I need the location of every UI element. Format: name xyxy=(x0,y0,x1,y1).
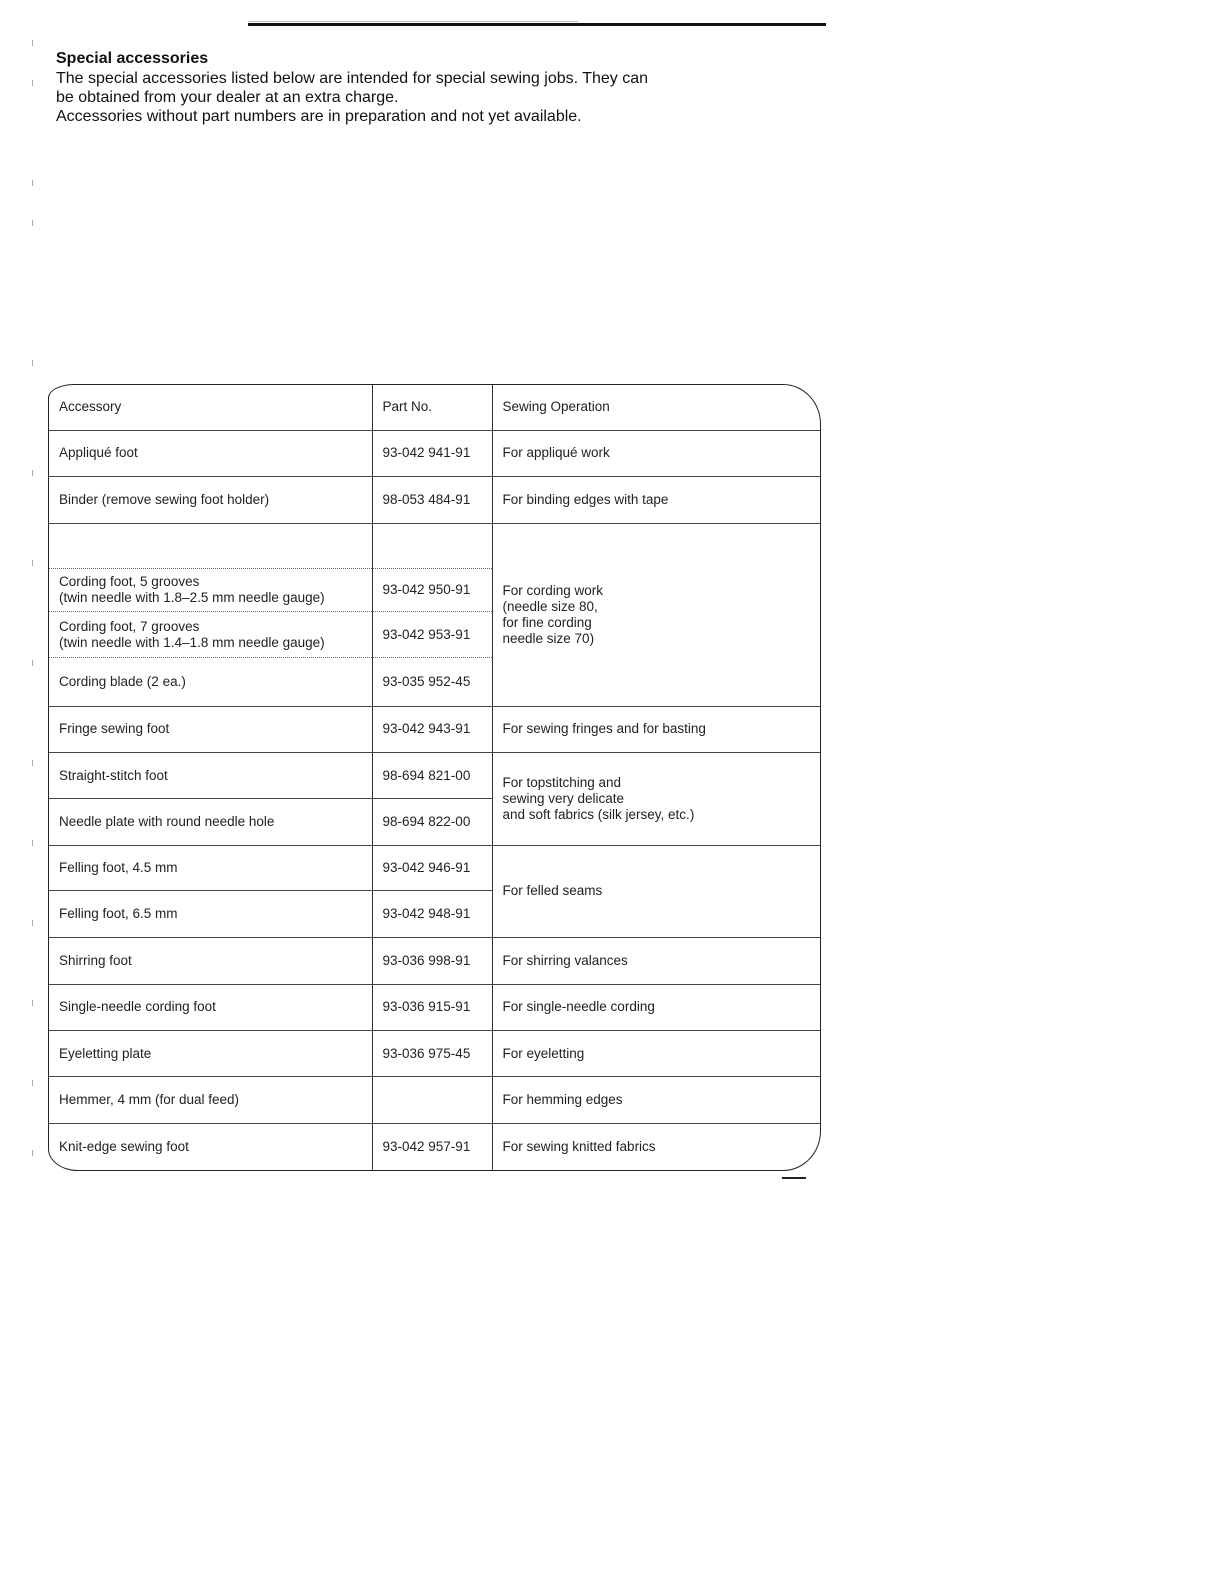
cell-operation: For single-needle cording xyxy=(492,984,820,1031)
cell-part-no: 93-036 998-91 xyxy=(372,937,492,984)
cell-accessory xyxy=(49,524,372,569)
cell-part-no xyxy=(372,524,492,569)
cell-part-no: 98-053 484-91 xyxy=(372,477,492,524)
section-heading: Special accessories xyxy=(56,50,209,67)
table-row xyxy=(49,984,820,1031)
intro-line-2: be obtained from your dealer at an extra charge. xyxy=(56,89,399,106)
table-row xyxy=(49,1123,820,1170)
table-row xyxy=(49,477,820,524)
table-row xyxy=(49,430,820,477)
accessories-table-frame xyxy=(48,384,821,1171)
cell-accessory: Shirring foot xyxy=(49,937,372,984)
page-number-mark xyxy=(782,1177,806,1179)
top-rule xyxy=(248,23,826,26)
cell-part-no: 93-042 948-91 xyxy=(372,891,492,938)
cell-accessory: Cording blade (2 ea.) xyxy=(49,657,372,706)
cell-part-no: 93-042 941-91 xyxy=(372,430,492,477)
header-accessory: Accessory xyxy=(49,385,372,430)
cell-accessory: Eyeletting plate xyxy=(49,1031,372,1077)
top-rule-faint xyxy=(248,21,578,22)
cell-part-no: 93-035 952-45 xyxy=(372,657,492,706)
cell-part-no: 93-036 915-91 xyxy=(372,984,492,1031)
cell-part-no: 93-042 950-91 xyxy=(372,568,492,612)
table-header-row xyxy=(49,385,820,430)
cell-part-no: 93-042 943-91 xyxy=(372,706,492,753)
cell-accessory: Fringe sewing foot xyxy=(49,706,372,753)
accessories-table xyxy=(49,385,820,1170)
margin-ticks xyxy=(20,40,50,1180)
header-part-no: Part No. xyxy=(372,385,492,430)
cell-part-no: 93-042 957-91 xyxy=(372,1123,492,1170)
cell-operation: For cording work (needle size 80, for fine cording needle size 70) xyxy=(492,524,820,707)
cell-part-no: 93-042 953-91 xyxy=(372,612,492,658)
table-row xyxy=(49,524,820,569)
cell-accessory: Straight-stitch foot xyxy=(49,753,372,799)
cell-operation: For shirring valances xyxy=(492,937,820,984)
cell-operation: For sewing fringes and for basting xyxy=(492,706,820,753)
table-row xyxy=(49,845,820,891)
cell-accessory: Appliqué foot xyxy=(49,430,372,477)
cell-accessory: Single-needle cording foot xyxy=(49,984,372,1031)
table-row xyxy=(49,937,820,984)
table-row xyxy=(49,1031,820,1077)
cell-accessory: Cording foot, 5 grooves (twin needle with 1.8–2.5 mm needle gauge) xyxy=(49,568,372,612)
cell-part-no: 93-036 975-45 xyxy=(372,1031,492,1077)
cell-operation: For sewing knitted fabrics xyxy=(502,1138,656,1154)
cell-accessory: Knit-edge sewing foot xyxy=(59,1138,189,1154)
cell-operation: For topstitching and sewing very delicate and soft fabrics (silk jersey, etc.) xyxy=(492,753,820,845)
cell-part-no: 98-694 821-00 xyxy=(372,753,492,799)
header-operation: Sewing Operation xyxy=(492,385,820,430)
table-row xyxy=(49,753,820,799)
cell-accessory: Cording foot, 7 grooves (twin needle with 1.4–1.8 mm needle gauge) xyxy=(49,612,372,658)
cell-operation: For hemming edges xyxy=(492,1076,820,1123)
cell-operation: For appliqué work xyxy=(492,430,820,477)
cell-part-no: 98-694 822-00 xyxy=(372,798,492,845)
cell-part-no: 93-042 946-91 xyxy=(372,845,492,891)
intro-line-3: Accessories without part numbers are in preparation and not yet available. xyxy=(56,108,582,125)
cell-operation: For binding edges with tape xyxy=(492,477,820,524)
cell-accessory: Felling foot, 4.5 mm xyxy=(49,845,372,891)
cell-operation: For eyeletting xyxy=(492,1031,820,1077)
cell-accessory: Binder (remove sewing foot holder) xyxy=(49,477,372,524)
cell-operation: For felled seams xyxy=(492,845,820,937)
cell-part-no xyxy=(372,1076,492,1123)
cell-accessory: Felling foot, 6.5 mm xyxy=(49,891,372,938)
intro-line-1: The special accessories listed below are intended for special sewing jobs. They can xyxy=(56,70,649,87)
intro-section xyxy=(56,50,776,126)
cell-accessory: Hemmer, 4 mm (for dual feed) xyxy=(49,1076,372,1123)
cell-accessory: Needle plate with round needle hole xyxy=(49,798,372,845)
table-row xyxy=(49,706,820,753)
table-row xyxy=(49,1076,820,1123)
